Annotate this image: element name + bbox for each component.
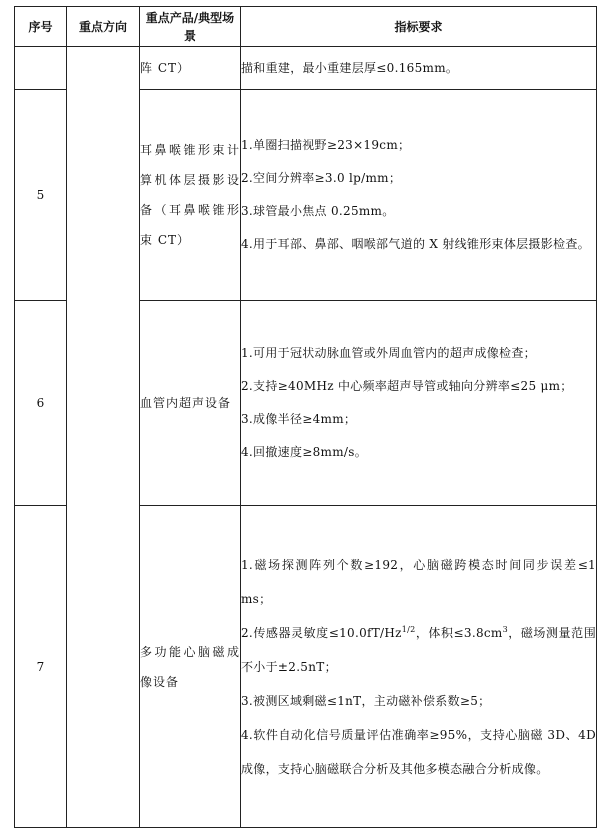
requirement-item: 4.软件自动化信号质量评估准确率≥95%，支持心脑磁 3D、4D 成像，支持心脑磁联合分析及其他多模态融合分析成像。: [241, 727, 596, 776]
requirement-item: 描和重建，最小重建层厚≤0.165mm。: [241, 61, 459, 75]
row-index: 7: [15, 506, 67, 828]
requirement-item: 3.被测区域剩磁≤1nT，主动磁补偿系数≥5；: [241, 693, 491, 708]
header-product: 重点产品/典型场景: [140, 7, 241, 47]
row-index: 6: [15, 301, 67, 506]
requirements-cell: [241, 301, 597, 506]
requirement-item: 3.球管最小焦点 0.25mm。: [241, 204, 395, 218]
header-direction: 重点方向: [67, 7, 140, 47]
direction-cell: [67, 47, 140, 828]
header-requirements: 指标要求: [241, 7, 597, 47]
requirement-item: 1.单圈扫描视野≥23×19cm；: [241, 138, 411, 152]
requirement-item: 4.回撤速度≥8mm/s。: [241, 445, 367, 459]
requirement-item: 3.成像半径≥4mm；: [241, 412, 357, 426]
requirement-item: 2.传感器灵敏度$\le 10.0fT/Hz^{1/2}$，体积$\le 3.8cm^3$，磁场测量范围不小于±2.5nT；: [241, 624, 596, 674]
requirement-item: 1.可用于冠状动脉血管或外周血管内的超声成像检查；: [241, 346, 536, 360]
table-row: [15, 47, 597, 90]
requirements-cell: [241, 47, 597, 90]
row-index: [15, 47, 67, 90]
requirements-cell: [241, 90, 597, 301]
product-cell: 血管内超声设备: [140, 301, 241, 506]
requirement-item: 1.磁场探测阵列个数≥192，心脑磁跨模态时间同步误差≤1 ms；: [241, 557, 596, 606]
table-header-row: [15, 7, 597, 47]
requirement-item: 2.空间分辨率≥3.0 lp/mm；: [241, 171, 402, 185]
product-cell: 阵 CT）: [140, 47, 241, 90]
requirements-table: [14, 6, 597, 828]
requirement-item: 2.支持≥40MHz 中心频率超声导管或轴向分辨率≤25 μm；: [241, 379, 573, 393]
requirement-item: 4.用于耳部、鼻部、咽喉部气道的 X 射线锥形束体层摄影检查。: [241, 237, 590, 251]
row-index: 5: [15, 90, 67, 301]
header-index: 序号: [15, 7, 67, 47]
product-cell: 耳鼻喉锥形束计算机体层摄影设备（耳鼻喉锥形束 CT）: [140, 90, 241, 301]
product-cell: 多功能心脑磁成像设备: [140, 506, 241, 828]
requirements-cell: [241, 506, 597, 828]
